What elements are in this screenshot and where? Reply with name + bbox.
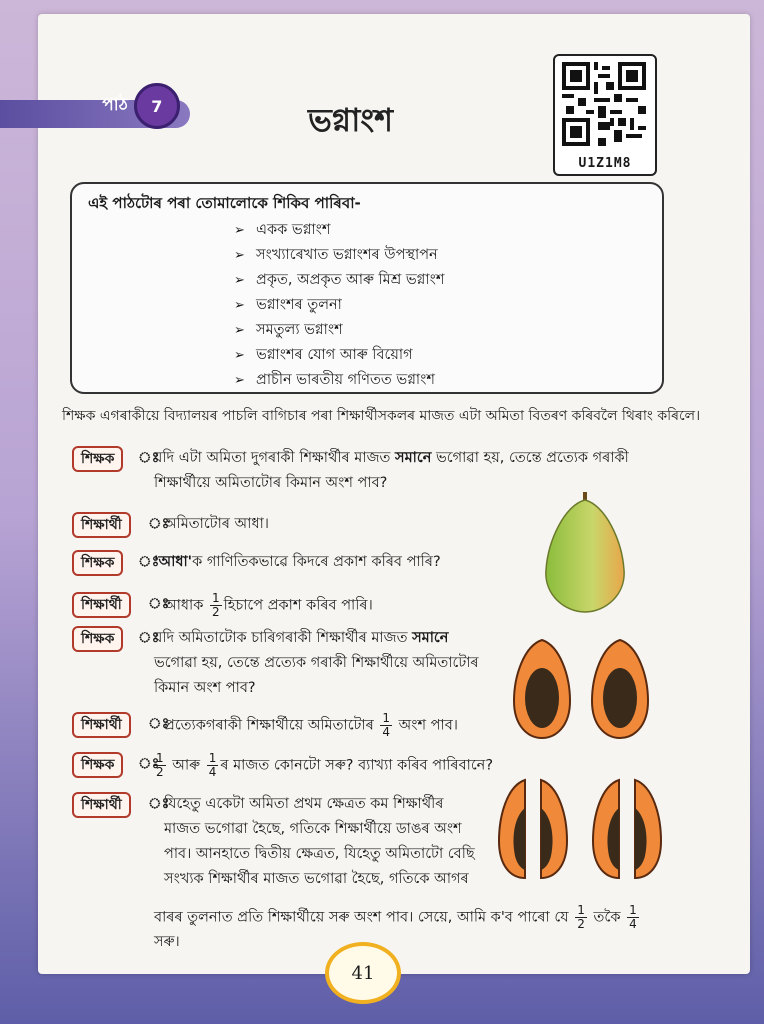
arrow-icon: ➢ — [234, 348, 245, 363]
qr-code[interactable] — [553, 54, 657, 176]
student-tag: শিক্ষাৰ্থী — [72, 792, 131, 818]
arrow-icon: ➢ — [234, 248, 245, 263]
dialogue-teacher-4: শিক্ষক ঃ $\frac{1}{2}$ আৰু $\frac{1}{4}$ ৰ মাজত কোনটো সৰু? ব্যাখ্যা কৰিব পাৰিবানে? — [72, 752, 492, 782]
dialogue-teacher-3: শিক্ষক ঃ যদি অমিতাটোক চাৰিগৰাকী শিক্ষাৰ্থীৰ মাজত সমানে ভগোৱা হয়, তেন্তে প্ৰত্যেক গৰাকী শিক্ষাৰ্থীয়ে অমিতাটোৰ কিমান অংশ পাব? — [72, 626, 492, 702]
list-item: ➢ ভগ্নাংশৰ যোগ আৰু বিয়োগ — [234, 343, 444, 368]
list-item: ➢ সংখ্যাৰেখাত ভগ্নাংশৰ উপস্থাপন — [234, 243, 444, 268]
dialogue-student-2: শিক্ষাৰ্থী ঃ আধাক $\frac{1}{2}$ হিচাপে প্ৰকাশ কৰিব পাৰি। — [72, 592, 472, 622]
page-number: 41 — [325, 942, 401, 1004]
whole-papaya-illustration — [540, 490, 630, 615]
dialogue-student-3: শিক্ষাৰ্থী ঃ প্ৰত্যেকগৰাকী শিক্ষাৰ্থীয়ে অমিতাটোৰ $\frac{1}{4}$ অংশ পাব। — [72, 712, 492, 742]
list-item: ➢ ভগ্নাংশৰ তুলনা — [234, 293, 444, 318]
student-tag: শিক্ষাৰ্থী — [72, 712, 131, 738]
fraction-one-quarter: $\frac{1}{4}$ — [382, 711, 391, 739]
list-item: ➢ প্ৰাচীন ভাৰতীয় গণিতত ভগ্নাংশ — [234, 368, 444, 393]
papaya-halves-illustration — [508, 632, 668, 742]
objectives-intro: এই পাঠটোৰ পৰা তোমালোকে শিকিব পাৰিবা- — [88, 194, 361, 212]
qr-code-text: U1Z1M8 — [578, 156, 632, 171]
arrow-icon: ➢ — [234, 373, 245, 388]
learning-objectives-box — [70, 182, 664, 394]
arrow-icon: ➢ — [234, 273, 245, 288]
teacher-tag: শিক্ষক — [72, 550, 123, 576]
list-item: ➢ সমতুল্য ভগ্নাংশ — [234, 318, 444, 343]
list-item: ➢ প্ৰকৃত, অপ্ৰকৃত আৰু মিশ্ৰ ভগ্নাংশ — [234, 268, 444, 293]
arrow-icon: ➢ — [234, 223, 245, 238]
dialogue-teacher-2: শিক্ষক ঃ 'আধা'ক গাণিতিকভাৱে কিদৰে প্ৰকাশ কৰিব পাৰি? — [72, 550, 472, 576]
teacher-tag: শিক্ষক — [72, 752, 123, 778]
papaya-quarters-illustration — [495, 772, 675, 882]
chapter-label: পাঠ — [102, 95, 128, 115]
arrow-icon: ➢ — [234, 323, 245, 338]
chapter-number: 7 — [134, 83, 180, 129]
dialogue-student-4: শিক্ষাৰ্থী ঃ যিহেতু একেটা অমিতা প্ৰথম ক্ষেত্ৰত কম শিক্ষাৰ্থীৰ মাজত ভগোৱা হৈছে, গতিকে শিক্ষাৰ্থীয়ে ডাঙৰ অংশ পাব। আনহাতে দ্বিতীয় ক্ষেত্ৰত, যিহেতু অমিতাটো বেছি সংখ্যক শিক্ষাৰ্থীৰ মাজত ভগোৱা হৈছে, গতিকে আগৰ বাৰৰ তুলনাত প্ৰতি শিক্ষাৰ্থীয়ে সৰু অংশ পাব। সেয়ে, আমি ক'ব পাৰো যে $\frac{1}{2}$ তকৈ $\frac{1}{4}$ সৰু। — [72, 792, 682, 952]
teacher-tag: শিক্ষক — [72, 446, 123, 472]
student-tag: শিক্ষাৰ্থী — [72, 592, 131, 618]
list-item: ➢ একক ভগ্নাংশ — [234, 218, 444, 243]
dialogue-student-1: শিক্ষাৰ্থী ঃ অমিতাটোৰ আধা। — [72, 512, 472, 538]
student-tag: শিক্ষাৰ্থী — [72, 512, 131, 538]
arrow-icon: ➢ — [234, 298, 245, 313]
narration-text: শিক্ষক এগৰাকীয়ে বিদ্যালয়ৰ পাচলি বাগিচাৰ পৰা শিক্ষাৰ্থীসকলৰ মাজত এটা অমিতা বিতৰণ কৰিবলৈ থিৰাং কৰিলে। — [62, 408, 701, 424]
fraction-one-half: $\frac{1}{2}$ — [212, 591, 220, 619]
qr-code-icon — [562, 62, 646, 146]
dialogue-teacher-1: শিক্ষক ঃ যদি এটা অমিতা দুগৰাকী শিক্ষাৰ্থীৰ মাজত সমানে ভগোৱা হয়, তেন্তে প্ৰত্যেক গৰাকী শিক্ষাৰ্থীয়ে অমিতাটোৰ কিমান অংশ পাব? — [72, 446, 672, 498]
teacher-tag: শিক্ষক — [72, 626, 123, 652]
page-title: ভগ্নাংশ — [308, 101, 394, 139]
objectives-list — [234, 218, 444, 393]
chapter-badge — [100, 82, 182, 130]
